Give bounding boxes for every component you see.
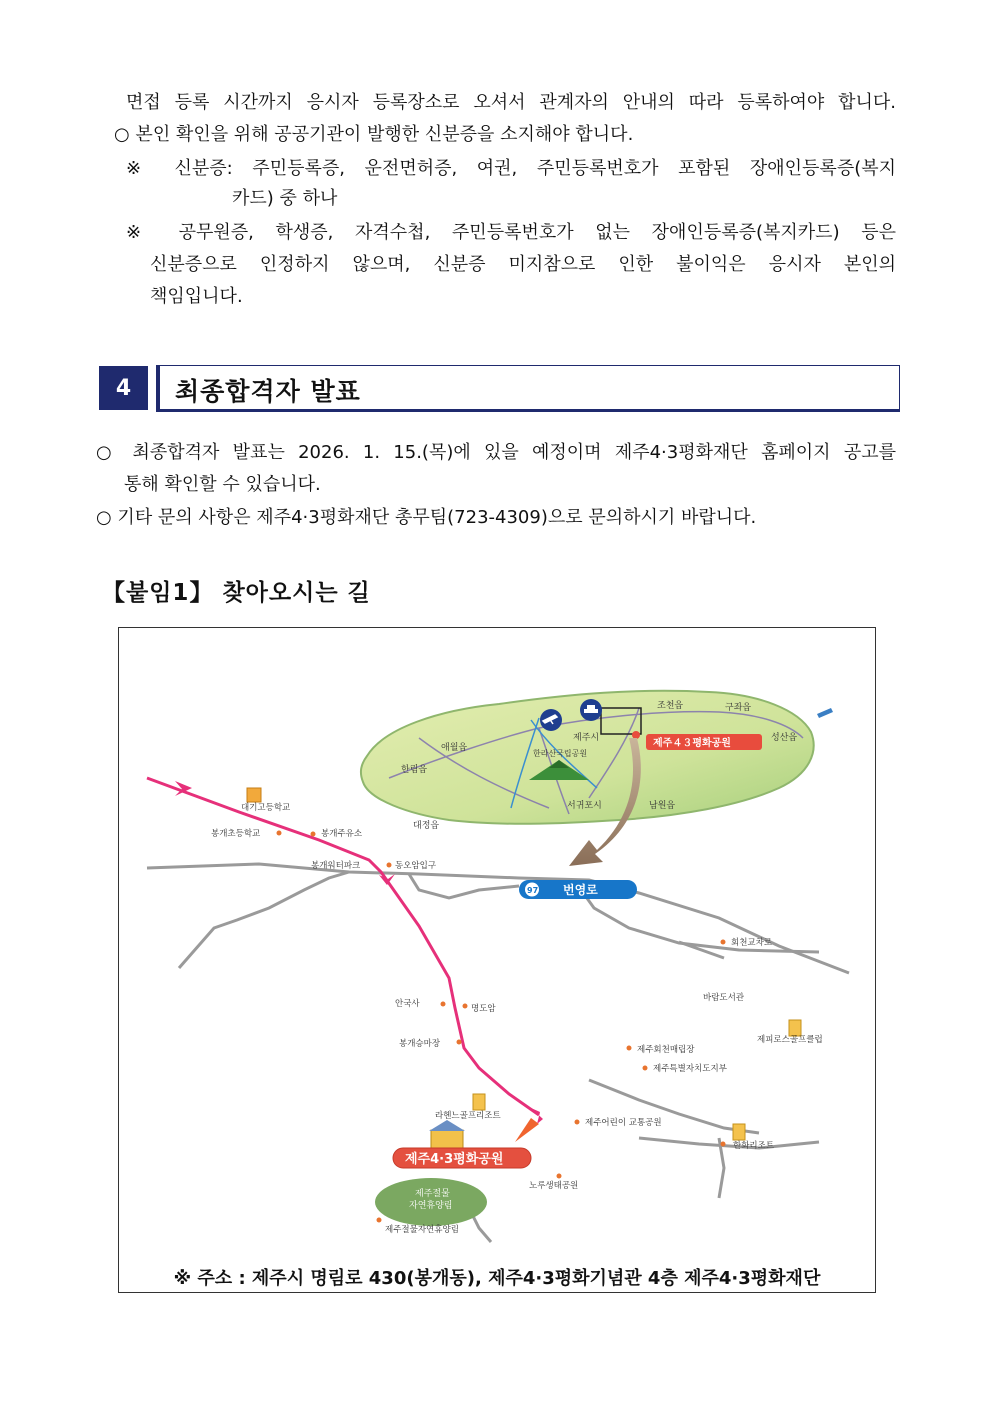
label-bonggae-horse: 봉개승마장 bbox=[399, 1039, 441, 1049]
label-aewol: 애월읍 bbox=[441, 743, 468, 753]
label-bonggae-water: 봉개워터파크 bbox=[311, 861, 361, 871]
intro-line-3: ※ 신분증: 주민등록증, 운전면허증, 여권, 주민등록번호가 포함된 장애인등록증(복지 bbox=[126, 158, 896, 179]
label-jeju-special: 제주특별자치도지부 bbox=[653, 1064, 727, 1074]
road-number: 97 bbox=[527, 886, 539, 895]
intro-line-1: 면접 등록 시간까지 응시자 등록장소로 오셔서 관계자의 안내의 따라 등록하여야 합니다. bbox=[126, 92, 896, 113]
announce-line-3: ○ 기타 문의 사항은 제주4·3평화재단 총무팀(723-4309)으로 문의하시기 바랍니다. bbox=[96, 507, 757, 528]
intro-line-4: 카드) 중 하나 bbox=[232, 188, 338, 209]
label-daegi-high: 대기고등학교 bbox=[241, 803, 291, 813]
directions-map bbox=[118, 627, 876, 1293]
raon-resort-icon bbox=[473, 1094, 485, 1110]
map-illustration bbox=[119, 628, 875, 1258]
label-forest: 제주절물자연휴양림 bbox=[385, 1225, 459, 1235]
intro-line-6: 신분증으로 인정하지 않으며, 신분증 미지참으로 인한 불이익은 응시자 본인의 bbox=[150, 254, 896, 275]
ship-icon bbox=[580, 699, 602, 721]
label-noru: 노루생태공원 bbox=[529, 1181, 579, 1191]
label-golf: 제피로스골프클럽 bbox=[757, 1035, 823, 1045]
label-seongsan: 성산읍 bbox=[771, 733, 798, 743]
road-97-badge bbox=[519, 880, 637, 899]
park-marker-dot bbox=[632, 731, 640, 739]
section-number: 4 bbox=[99, 366, 148, 410]
daegi-school-icon bbox=[247, 788, 261, 802]
label-seogwipo: 서귀포시 bbox=[567, 801, 602, 811]
label-jocheon: 조천읍 bbox=[657, 701, 684, 711]
label-jeju: 제주시 bbox=[573, 733, 600, 743]
label-hallasan: 한라산국립공원 bbox=[533, 749, 588, 758]
peace-park-building-icon bbox=[431, 1130, 463, 1148]
airplane-icon bbox=[540, 709, 562, 731]
park-main-label: 제주4·3평화공원 bbox=[405, 1152, 504, 1167]
label-baram: 바람도서관 bbox=[703, 993, 745, 1003]
label-park-tag: 제주４３평화공원 bbox=[653, 738, 731, 749]
label-raon: 라헨느골프리조트 bbox=[435, 1111, 501, 1121]
label-bonggae-elem: 봉개초등학교 bbox=[211, 829, 261, 839]
label-daejeong: 대정읍 bbox=[413, 821, 440, 831]
section-header bbox=[156, 365, 900, 412]
label-jeju-flower: 제주회천매립장 bbox=[637, 1045, 695, 1055]
golf-club-icon bbox=[789, 1020, 801, 1036]
label-hallim: 한림읍 bbox=[401, 765, 428, 775]
label-gujwa: 구좌읍 bbox=[725, 703, 752, 713]
label-angu: 안국사 bbox=[395, 999, 420, 1009]
announce-line-2: 통해 확인할 수 있습니다. bbox=[124, 474, 321, 495]
label-hoecheon: 회천교차로 bbox=[731, 938, 773, 948]
hanwha-resort-icon bbox=[733, 1124, 745, 1140]
attachment-title: 【붙임1】 찾아오시는 길 bbox=[102, 580, 371, 606]
announce-line-1: ○ 최종합격자 발표는 2026. 1. 15.(목)에 있을 예정이며 제주4·3평화재단 홈페이지 공고를 bbox=[96, 442, 896, 463]
forest-bottom-label: 자연휴양림 bbox=[409, 1201, 453, 1211]
intro-line-7: 책임입니다. bbox=[150, 286, 243, 307]
forest-top-label: 제주절물 bbox=[415, 1189, 450, 1199]
intro-line-5: ※ 공무원증, 학생증, 자격수첩, 주민등록번호가 없는 장애인등록증(복지카드) 등은 bbox=[126, 222, 896, 243]
label-bonggae-gas: 봉개주유소 bbox=[321, 829, 363, 839]
intro-line-2: ○ 본인 확인을 위해 공공기관이 발행한 신분증을 소지해야 합니다. bbox=[114, 124, 634, 145]
label-myeongdo: 명도암 bbox=[471, 1004, 496, 1014]
label-children-park: 제주어린이 교통공원 bbox=[585, 1118, 662, 1128]
label-dongoam: 동오암입구 bbox=[395, 861, 437, 871]
road-name: 번영로 bbox=[563, 883, 598, 897]
map-address-caption: ※ 주소 : 제주시 명림로 430(봉개동), 제주4·3평화기념관 4층 제주4·3평화재단 bbox=[173, 1268, 821, 1289]
label-namwon: 남원읍 bbox=[649, 801, 676, 811]
jeju-island-inset bbox=[319, 658, 859, 878]
section-title: 최종합격자 발표 bbox=[175, 377, 361, 406]
label-hanwha: 한화리조트 bbox=[733, 1141, 775, 1151]
